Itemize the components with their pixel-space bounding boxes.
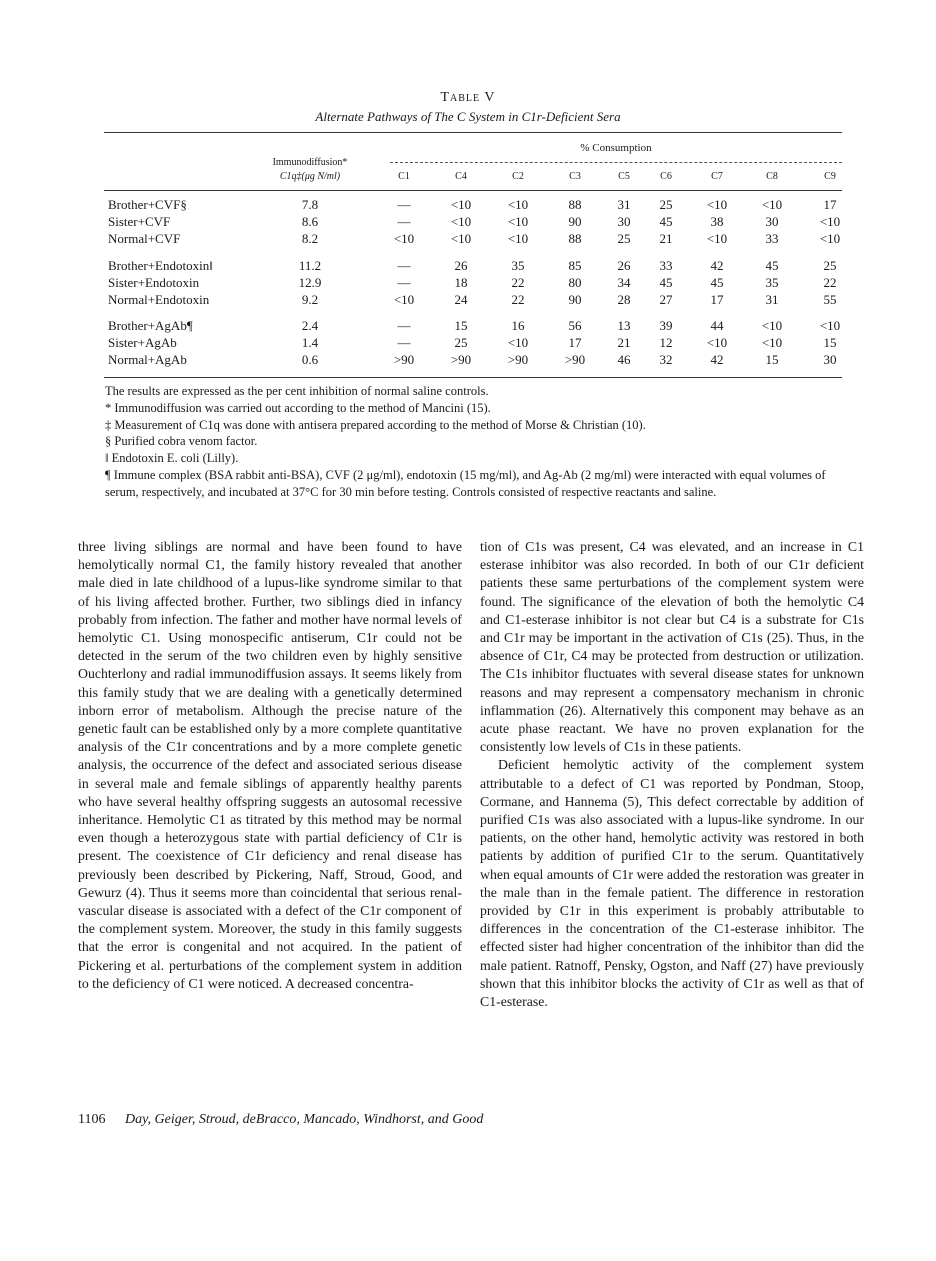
cell-c3: 88: [568, 231, 582, 246]
immunodiffusion-cell: 9.2: [301, 292, 319, 307]
cell-c3: >90: [564, 352, 586, 367]
column-header-c4: C4: [455, 171, 467, 182]
row-label: Normal+Endotoxin: [108, 292, 210, 307]
cell-c3: 88: [568, 197, 582, 212]
cell-c1: —: [397, 318, 411, 333]
table-row: [0, 335, 936, 352]
immunodiffusion-header-line1: Immunodiffusion*: [272, 157, 348, 168]
cell-c7: 38: [710, 214, 724, 229]
cell-c9: 22: [823, 275, 837, 290]
cell-c1: >90: [393, 352, 415, 367]
cell-c8: 45: [765, 258, 779, 273]
row-label: Sister+AgAb: [108, 335, 177, 350]
note-cvf: § Purified cobra venom factor.: [105, 434, 258, 449]
cell-c3: 80: [568, 275, 582, 290]
cell-c4: <10: [450, 214, 472, 229]
note-immune-complex: ¶ Immune complex (BSA rabbit anti-BSA), CVF (2 μg/ml), endotoxin (15 mg/ml), and Ag-Ab (2 mg/ml) were interacted with equal volumes of serum, respectively, and incubated at 37°C for 30 min before testing. Controls consisted of respective reactants and saline.: [105, 467, 826, 499]
cell-c9: <10: [819, 231, 841, 246]
cell-c4: 25: [454, 335, 468, 350]
cell-c9: 30: [823, 352, 837, 367]
cell-c2: <10: [507, 214, 529, 229]
cell-c6: 27: [659, 292, 673, 307]
cell-c1: —: [397, 258, 411, 273]
column-header-c1: C1: [398, 171, 410, 182]
immunodiffusion-cell: 8.2: [301, 231, 319, 246]
cell-c5: 31: [617, 197, 631, 212]
column-header-c3: C3: [569, 171, 581, 182]
cell-c8: 15: [765, 352, 779, 367]
immunodiffusion-cell: 1.4: [301, 335, 319, 350]
immunodiffusion-cell: 12.9: [298, 275, 322, 290]
cell-c2: 35: [511, 258, 525, 273]
cell-c7: 42: [710, 258, 724, 273]
row-label: Brother+AgAb¶: [108, 318, 193, 333]
table-subtitle: Alternate Pathways of The C System in C1r-Deficient Sera: [315, 109, 621, 124]
table-row: [0, 318, 936, 335]
cell-c5: 21: [617, 335, 631, 350]
cell-c4: <10: [450, 231, 472, 246]
table-title: Table V: [440, 90, 496, 105]
column-header-c9: C9: [824, 171, 836, 182]
cell-c7: 44: [710, 318, 724, 333]
cell-c4: 26: [454, 258, 468, 273]
cell-c6: 33: [659, 258, 673, 273]
body-right-column: [480, 538, 864, 1011]
cell-c3: 85: [568, 258, 582, 273]
consumption-subrule: [390, 162, 842, 163]
table-row: [0, 258, 936, 275]
row-label: Normal+CVF: [108, 231, 181, 246]
right-paragraph-2: Deficient hemolytic activity of the complement system attributable to a defect of C1 was reported by Pondman, Stoop, Cormane, and Hannema (5), This defect correctable by addition of purified C1s was also associated with a lupus-like syndrome. In our patients, on the other hand, hemolytic activity was restored in both patients by addition of purified C1r to the serum. Quantitatively when equal amounts of C1r were added the restoration was greater in the male than in the female patient. The difference in restoration provided by C1r in this experiment is probably attributable to differences in the concentration of the C1-esterase inhibitor. The effected sister had higher concentration of the inhibitor than did the male patient. Ratnoff, Pensky, Ogston, and Naff (27) have previously shown that this inhibitor blocks the activity of C1r as well as that of C1-esterase.: [480, 757, 864, 1010]
immunodiffusion-header: [240, 156, 380, 184]
row-label: Sister+Endotoxin: [108, 275, 200, 290]
cell-c5: 25: [617, 231, 631, 246]
cell-c4: <10: [450, 197, 472, 212]
cell-c6: 39: [659, 318, 673, 333]
cell-c4: >90: [450, 352, 472, 367]
cell-c2: <10: [507, 335, 529, 350]
immunodiffusion-cell: 7.8: [301, 197, 319, 212]
row-label: Brother+Endotoxin‖: [108, 258, 213, 273]
cell-c9: 15: [823, 335, 837, 350]
cell-c4: 18: [454, 275, 468, 290]
right-paragraph-1: tion of C1s was present, C4 was elevated, and an increase in C1 esterase inhibitor was also recorded. In both of our C1r deficient patients these same perturbations of the complement system were found. The significance of the elevation of both the hemolytic C4 and C1-esterase inhibitor is not clear but C4 is a substrate for C1s and C1r may be important in the activation of C1s (25). Thus, in the absence of C1r, C4 may be protected from destruction or utilization. The C1s inhibitor fluctuates with several disease states for unknown reasons and may represent a compensatory mechanism in chronic inflammation (26). Alternatively this component may behave as an acute phase reactant. We have no proven explanation for the consistently low levels of C1s in these patients.: [480, 539, 864, 755]
cell-c3: 17: [568, 335, 582, 350]
cell-c9: <10: [819, 214, 841, 229]
row-label: Brother+CVF§: [108, 197, 187, 212]
cell-c1: <10: [393, 292, 415, 307]
cell-c1: —: [397, 197, 411, 212]
column-header-c2: C2: [512, 171, 524, 182]
cell-c4: 15: [454, 318, 468, 333]
cell-c8: <10: [761, 197, 783, 212]
cell-c2: >90: [507, 352, 529, 367]
footer-authors: Day, Geiger, Stroud, deBracco, Mancado, Windhorst, and Good: [124, 1112, 484, 1127]
cell-c5: 46: [617, 352, 631, 367]
cell-c8: 30: [765, 214, 779, 229]
cell-c2: <10: [507, 231, 529, 246]
cell-c8: 35: [765, 275, 779, 290]
column-header-c5: C5: [618, 171, 630, 182]
note-results: The results are expressed as the per cent inhibition of normal saline controls.: [105, 384, 489, 398]
cell-c5: 34: [617, 275, 631, 290]
cell-c2: 22: [511, 275, 525, 290]
immunodiffusion-cell: 0.6: [301, 352, 319, 367]
row-label: Sister+CVF: [108, 214, 171, 229]
cell-c6: 25: [659, 197, 673, 212]
table-row: [0, 231, 936, 248]
cell-c5: 13: [617, 318, 631, 333]
cell-c3: 56: [568, 318, 582, 333]
cell-c8: <10: [761, 318, 783, 333]
cell-c7: <10: [706, 335, 728, 350]
cell-c2: 16: [511, 318, 525, 333]
table-row: [0, 292, 936, 309]
cell-c2: 22: [511, 292, 525, 307]
consumption-header: % Consumption: [580, 142, 652, 154]
cell-c7: <10: [706, 231, 728, 246]
table-top-rule: [104, 132, 842, 133]
left-paragraph-1: three living siblings are normal and have been found to have hemolytically normal C1, the family history revealed that another male died in late childhood of a lupus-like syndrome similar to that of his living affected brother. Further, two siblings died in infancy probably from infection. The father and mother have normal levels of hemolytic C1. Using monospecific antiserum, C1r could not be detected in the serum of the two children even by highly sensitive Ouchterlony and radial immunodiffusion assays. It seems likely from this family study that we are dealing with a genetically determined inborn error of metabolism. Although the precise nature of the genetic fault can be established only by a more complete quantitative analysis of the C1r concentrations and by a more complete genetic analysis, the occurrence of the defect and associated serious disease in several male and female siblings of apparently healthy parents who have several healthy offspring suggests an autosomal recessive inheritance. Hemolytic C1 as titrated by this method may be normal even though a heterozygous state with partial deficiency of C1r is present. The coexistence of C1r deficiency and renal disease has previously been described by Pickering, Naff, Stroud, Good, and Gewurz (4). Thus it seems more than coincidental that serious renal-vascular disease is associated with a defect of the C1r component of the complement system. Moreover, the study in this family suggests that the error is congenital and not acquired. In the patient of Pickering et al. perturbations of the complement system in addition to the deficiency of C1 were noticed. A decreased concentra-: [78, 539, 463, 991]
cell-c7: 42: [710, 352, 724, 367]
column-header-c7: C7: [711, 171, 723, 182]
table-row: [0, 352, 936, 369]
immunodiffusion-cell: 8.6: [301, 214, 319, 229]
column-header-c6: C6: [660, 171, 672, 182]
cell-c9: 55: [823, 292, 837, 307]
cell-c8: 33: [765, 231, 779, 246]
cell-c2: <10: [507, 197, 529, 212]
table-bottom-rule: [104, 377, 842, 378]
note-c1q: ‡ Measurement of C1q was done with antisera prepared according to the method of Morse & Christian (10).: [105, 417, 646, 432]
cell-c3: 90: [568, 292, 582, 307]
table-row: [0, 197, 936, 214]
cell-c4: 24: [454, 292, 468, 307]
cell-c1: —: [397, 335, 411, 350]
table-row: [0, 214, 936, 231]
cell-c9: <10: [819, 318, 841, 333]
cell-c5: 30: [617, 214, 631, 229]
page-footer: [78, 1112, 483, 1128]
cell-c9: 25: [823, 258, 837, 273]
cell-c1: <10: [393, 231, 415, 246]
cell-c6: 12: [659, 335, 673, 350]
cell-c6: 21: [659, 231, 673, 246]
note-immunodiffusion: * Immunodiffusion was carried out according to the method of Mancini (15).: [105, 400, 491, 415]
immunodiffusion-cell: 2.4: [301, 318, 319, 333]
cell-c6: 45: [659, 275, 673, 290]
table-header-rule: [104, 190, 842, 191]
cell-c7: 45: [710, 275, 724, 290]
body-left-column: [78, 538, 462, 993]
table-row: [0, 275, 936, 292]
cell-c6: 32: [659, 352, 673, 367]
column-header-c8: C8: [766, 171, 778, 182]
immunodiffusion-header-line2: C1q‡(μg N/ml): [279, 171, 341, 182]
cell-c7: <10: [706, 197, 728, 212]
cell-c7: 17: [710, 292, 724, 307]
cell-c1: —: [397, 275, 411, 290]
cell-c5: 28: [617, 292, 631, 307]
cell-c6: 45: [659, 214, 673, 229]
cell-c5: 26: [617, 258, 631, 273]
cell-c8: 31: [765, 292, 779, 307]
table-notes: [105, 383, 845, 501]
cell-c1: —: [397, 214, 411, 229]
page-number: 1106: [78, 1112, 106, 1127]
cell-c8: <10: [761, 335, 783, 350]
note-endotoxin: ‖ Endotoxin E. coli (Lilly).: [105, 451, 239, 466]
row-label: Normal+AgAb: [108, 352, 187, 367]
cell-c9: 17: [823, 197, 837, 212]
immunodiffusion-cell: 11.2: [298, 258, 322, 273]
cell-c3: 90: [568, 214, 582, 229]
